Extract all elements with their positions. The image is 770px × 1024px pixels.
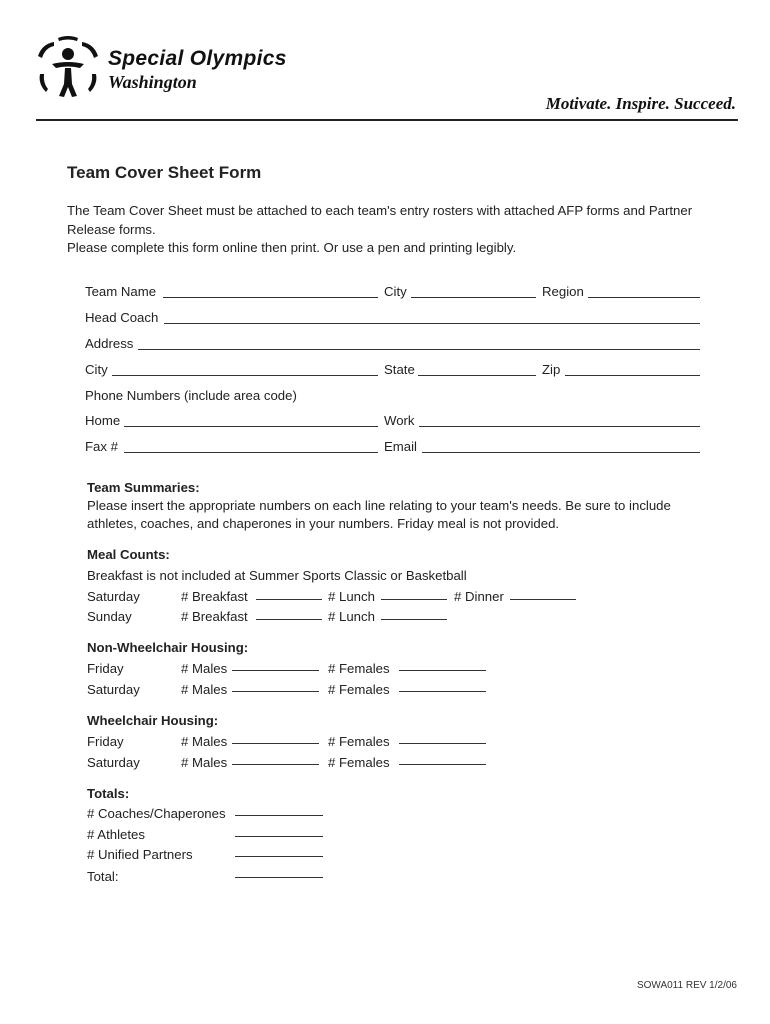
sat-dinner-label: # Dinner [454, 589, 504, 604]
intro-line-1: The Team Cover Sheet must be attached to each team's entry rosters with attached AFP forms and Partner Release forms. [67, 203, 693, 237]
coaches-label: # Coaches/Chaperones [87, 806, 226, 821]
wheelchair-heading: Wheelchair Housing: [87, 713, 219, 728]
address-label: Address [85, 336, 134, 351]
unified-field[interactable] [235, 856, 323, 857]
home-label: Home [85, 413, 121, 428]
header-divider [36, 119, 738, 121]
home-field[interactable] [124, 426, 378, 427]
totals-heading: Totals: [87, 786, 130, 801]
intro-text [67, 202, 707, 258]
team-summaries-heading: Team Summaries: [87, 480, 200, 495]
w-fri-females-label: # Females [328, 734, 390, 749]
sat-breakfast-label: # Breakfast [181, 589, 248, 604]
page-title: Team Cover Sheet Form [67, 163, 262, 182]
fax-field[interactable] [124, 452, 378, 453]
nw-fri-females-field[interactable] [399, 670, 486, 671]
nw-saturday-label: Saturday [87, 682, 140, 697]
w-sat-females-field[interactable] [399, 764, 486, 765]
w-sat-females-label: # Females [328, 755, 390, 770]
sat-breakfast-field[interactable] [256, 599, 322, 600]
non-wheelchair-heading: Non-Wheelchair Housing: [87, 640, 249, 655]
state-field[interactable] [418, 375, 536, 376]
region-field[interactable] [588, 297, 700, 298]
athletes-field[interactable] [235, 836, 323, 837]
special-olympics-logo [32, 34, 104, 100]
sat-lunch-label: # Lunch [328, 589, 375, 604]
sun-lunch-label: # Lunch [328, 609, 375, 624]
city2-label: City [85, 362, 108, 377]
unified-label: # Unified Partners [87, 847, 193, 862]
w-fri-males-field[interactable] [232, 743, 319, 744]
work-label: Work [384, 413, 415, 428]
city2-field[interactable] [112, 375, 378, 376]
nw-fri-females-label: # Females [328, 661, 390, 676]
org-subtitle: Washington [108, 72, 197, 92]
intro-line-2: Please complete this form online then print. Or use a pen and printing legibly. [67, 240, 517, 255]
sat-lunch-field[interactable] [381, 599, 447, 600]
team-name-label: Team Name [85, 284, 157, 299]
total-field[interactable] [235, 877, 323, 878]
email-field[interactable] [422, 452, 700, 453]
sun-breakfast-label: # Breakfast [181, 609, 248, 624]
zip-field[interactable] [565, 375, 700, 376]
coaches-field[interactable] [235, 815, 323, 816]
team-name-field[interactable] [163, 297, 378, 298]
sun-breakfast-field[interactable] [256, 619, 322, 620]
meal-counts-heading: Meal Counts: [87, 547, 170, 562]
work-field[interactable] [419, 426, 700, 427]
w-fri-males-label: # Males [181, 734, 228, 749]
city-label: City [384, 284, 407, 299]
email-label: Email [384, 439, 417, 454]
form-code: SOWA011 REV 1/2/06 [636, 980, 737, 991]
athletes-label: # Athletes [87, 827, 145, 842]
w-sat-males-label: # Males [181, 755, 228, 770]
meal-saturday-label: Saturday [87, 589, 140, 604]
nw-fri-males-label: # Males [181, 661, 228, 676]
sun-lunch-field[interactable] [381, 619, 447, 620]
w-friday-label: Friday [87, 734, 124, 749]
nw-friday-label: Friday [87, 661, 124, 676]
total-label: Total: [87, 869, 119, 884]
nw-sat-females-field[interactable] [399, 691, 486, 692]
nw-sat-males-field[interactable] [232, 691, 319, 692]
org-name: Special Olympics [108, 47, 287, 70]
state-label: State [384, 362, 415, 377]
w-saturday-label: Saturday [87, 755, 140, 770]
w-sat-males-field[interactable] [232, 764, 319, 765]
address-field[interactable] [138, 349, 700, 350]
w-fri-females-field[interactable] [399, 743, 486, 744]
nw-sat-males-label: # Males [181, 682, 228, 697]
head-coach-field[interactable] [164, 323, 700, 324]
fax-label: Fax # [85, 439, 118, 454]
sat-dinner-field[interactable] [510, 599, 576, 600]
nw-sat-females-label: # Females [328, 682, 390, 697]
tagline: Motivate. Inspire. Succeed. [545, 94, 736, 113]
team-summaries-text: Please insert the appropriate numbers on each line relating to your team's needs. Be sure to include athletes, coaches, and chaperones in your numbers. Friday meal is not provided. [87, 498, 671, 531]
region-label: Region [542, 284, 584, 299]
nw-fri-males-field[interactable] [232, 670, 319, 671]
meal-sunday-label: Sunday [87, 609, 132, 624]
city-field[interactable] [411, 297, 536, 298]
head-coach-label: Head Coach [85, 310, 159, 325]
meal-note: Breakfast is not included at Summer Sports Classic or Basketball [87, 568, 467, 583]
phone-heading: Phone Numbers (include area code) [85, 388, 297, 403]
zip-label: Zip [542, 362, 561, 377]
